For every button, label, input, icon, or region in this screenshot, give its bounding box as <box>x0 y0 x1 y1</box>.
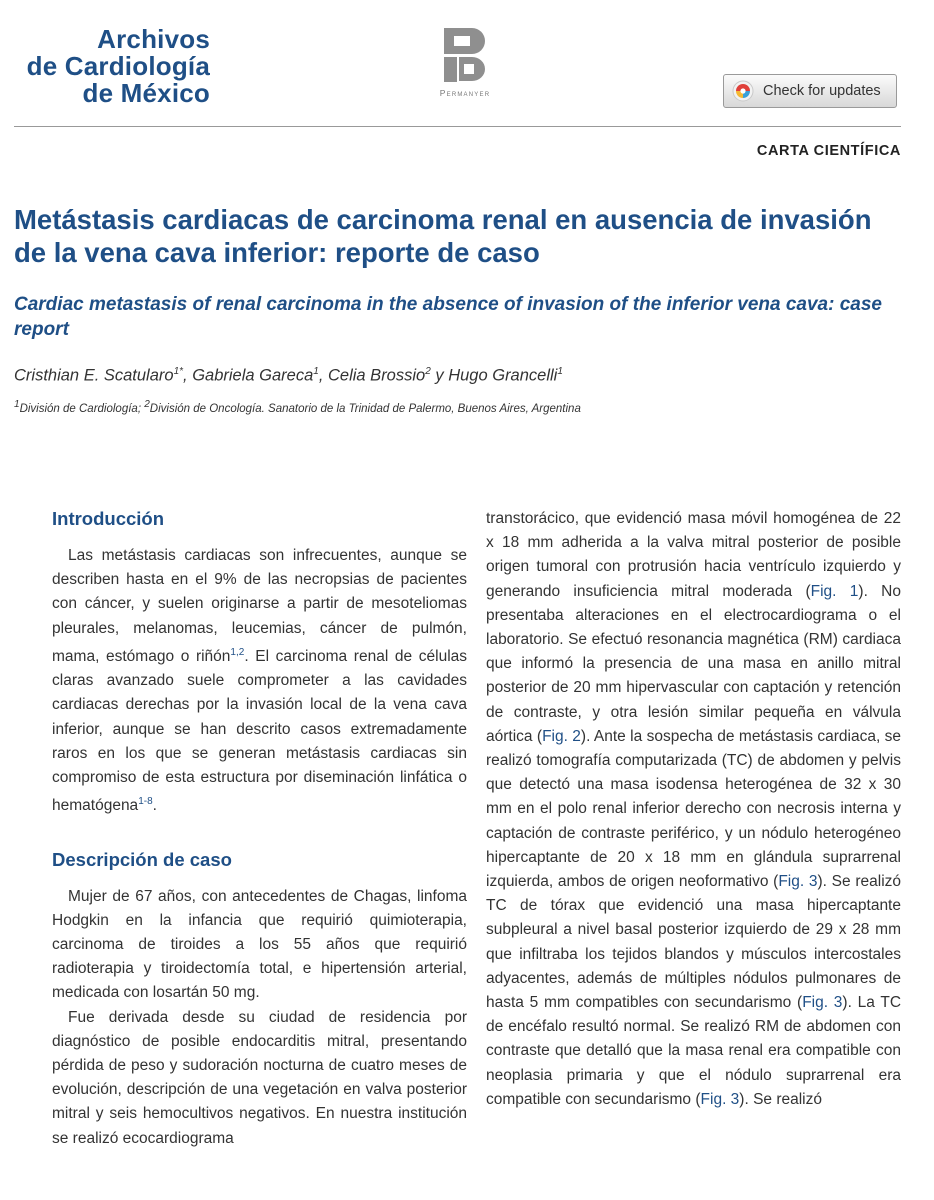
citation-link[interactable]: 1,2 <box>230 646 245 658</box>
author-list <box>14 366 563 386</box>
permanyer-icon <box>442 26 488 84</box>
header-divider <box>14 126 901 127</box>
figure-link[interactable]: Fig. 1 <box>810 582 859 600</box>
author-affiliation-mark: 2 <box>425 366 431 377</box>
check-for-updates-label: Check for updates <box>763 83 881 99</box>
case-paragraph: Fue derivada desde su ciudad de residencia por diagnóstico de posible endocarditis mitral, presentando pérdida de peso y sudoración nocturna de cuatro meses de evolución, descripción de una vegetación en valva posterior mitral y seis hemocultivos negativos. En nuestra institución se realizó ecocardiograma <box>52 1008 467 1147</box>
case-text: ). No presentaba alteraciones en el electrocardiograma o el laboratorio. Se efectuó resonancia magnética (RM) cardiaca que informó la presencia de una masa en anillo mitral posterior de 20 mm hipervascular con captación y retención de contraste, y otra lesión similar pequeña en válvula aórtica ( <box>486 582 901 745</box>
intro-text: Las metástasis cardiacas son infrecuentes, aunque se describen hasta en el 9% de las necropsias de pacientes con cáncer, y suelen originarse a partir de mesoteliomas pleurales, melanomas, leucemias, cáncer de pulmón, mama, estómago o riñón <box>52 547 467 665</box>
article-subtitle-english: Cardiac metastasis of renal carcinoma in the absence of invasion of the inferior vena cava: case report <box>14 294 882 340</box>
figure-link[interactable]: Fig. 2 <box>542 727 581 745</box>
publisher-name: Permanyer <box>439 88 491 98</box>
author-name: Celia Brossio <box>328 366 426 385</box>
author-affiliation-mark: 1* <box>173 366 184 377</box>
author-affiliation-mark: 1 <box>557 366 563 377</box>
figure-link[interactable]: Fig. 3 <box>700 1090 740 1108</box>
affiliations <box>14 399 581 415</box>
case-text: ). La TC de encéfalo resultó normal. Se realizó RM de abdomen con contraste que detalló que la masa renal era compatible con neoplasia primaria y que el nódulo suprarrenal era compatible con secundarismo ( <box>486 994 902 1108</box>
intro-text: . <box>152 797 157 815</box>
figure-link[interactable]: Fig. 3 <box>802 994 843 1012</box>
check-for-updates-button[interactable] <box>723 74 897 108</box>
intro-text: . El carcinoma renal de células claras avanzado suele comprometer a las cavidades cardiacas derechas por la invasión local de la vena cava inferior, aunque se han descrito casos extremadamente raros en los que se generan metástasis cardiacas sin compromiso de esta estructura por diseminación linfática o hematógena <box>52 647 468 815</box>
affiliation-text: División de Cardiología; <box>19 402 145 415</box>
author-conjunction: y <box>430 366 449 385</box>
author-name: Gabriela Gareca <box>192 366 314 385</box>
article-title: Metástasis cardiacas de carcinoma renal en ausencia de invasión de la vena cava inferior: reporte de caso <box>14 204 872 268</box>
case-heading: Descripción de caso <box>52 848 232 870</box>
case-continued-paragraph <box>486 507 901 1112</box>
intro-paragraph <box>52 544 467 819</box>
citation-link[interactable]: 1-8 <box>138 796 153 808</box>
author-separator: , <box>318 366 328 385</box>
case-text: ). Se realizó TC de tórax que evidenció una masa hipercaptante subpleural a nivel basal posterior izquierdo de 29 x 28 mm que infiltraba los tejidos blandos y músculos intercostales adyacentes, además de múltiples nódulos pulmonares de hasta 5 mm compatibles con secundarismo ( <box>486 873 902 1012</box>
article-type: CARTA CIENTÍFICA <box>756 143 901 159</box>
author-name: Hugo Grancelli <box>448 366 558 385</box>
right-column <box>486 507 901 1112</box>
check-updates-icon <box>732 80 754 102</box>
affiliation-mark: 1 <box>14 399 20 410</box>
author-affiliation-mark: 1 <box>313 366 319 377</box>
author-separator: , <box>183 366 193 385</box>
author-name: Cristhian E. Scatularo <box>14 366 174 385</box>
journal-name-line: de Cardiología <box>26 51 210 81</box>
figure-link[interactable]: Fig. 3 <box>778 873 818 891</box>
left-column <box>52 506 467 1151</box>
affiliation-mark: 2 <box>144 399 150 410</box>
publisher-logo <box>420 26 510 98</box>
case-text: ). Se realizó <box>739 1090 822 1108</box>
journal-logo <box>14 26 210 107</box>
journal-name-line: de México <box>82 78 210 108</box>
case-text: ). Ante la sospecha de metástasis cardiaca, se realizó tomografía computarizada (TC) de abdomen y pelvis que detectó una masa isodensa heterogénea de 32 x 30 mm en el polo renal inferior derecho con necrosis interna y captación de contraste periférico, y un nódulo heterogéneo hipercaptante de 20 x 18 mm en glándula suprarrenal izquierda, ambos de origen neoformativo ( <box>486 727 901 891</box>
case-text: transtorácico, que evidenció masa móvil homogénea de 22 x 18 mm adherida a la valva mitral posterior de posible origen tumoral con protrusión hacia ventrículo izquierdo y generando insuficiencia mitral moderada ( <box>486 510 901 600</box>
intro-heading: Introducción <box>52 508 165 529</box>
affiliation-text: División de Oncología. Sanatorio de la Trinidad de Palermo, Buenos Aires, Argentina <box>149 402 581 415</box>
case-paragraph: Mujer de 67 años, con antecedentes de Chagas, linfoma Hodgkin en la infancia que requirió quimioterapia, carcinoma de tiroides a los 55 años que requirió radioterapia y tiroidectomía total, e hipertensión arterial, medicada con losartán 50 mg. <box>52 887 467 1002</box>
journal-name-line: Archivos <box>97 24 210 54</box>
